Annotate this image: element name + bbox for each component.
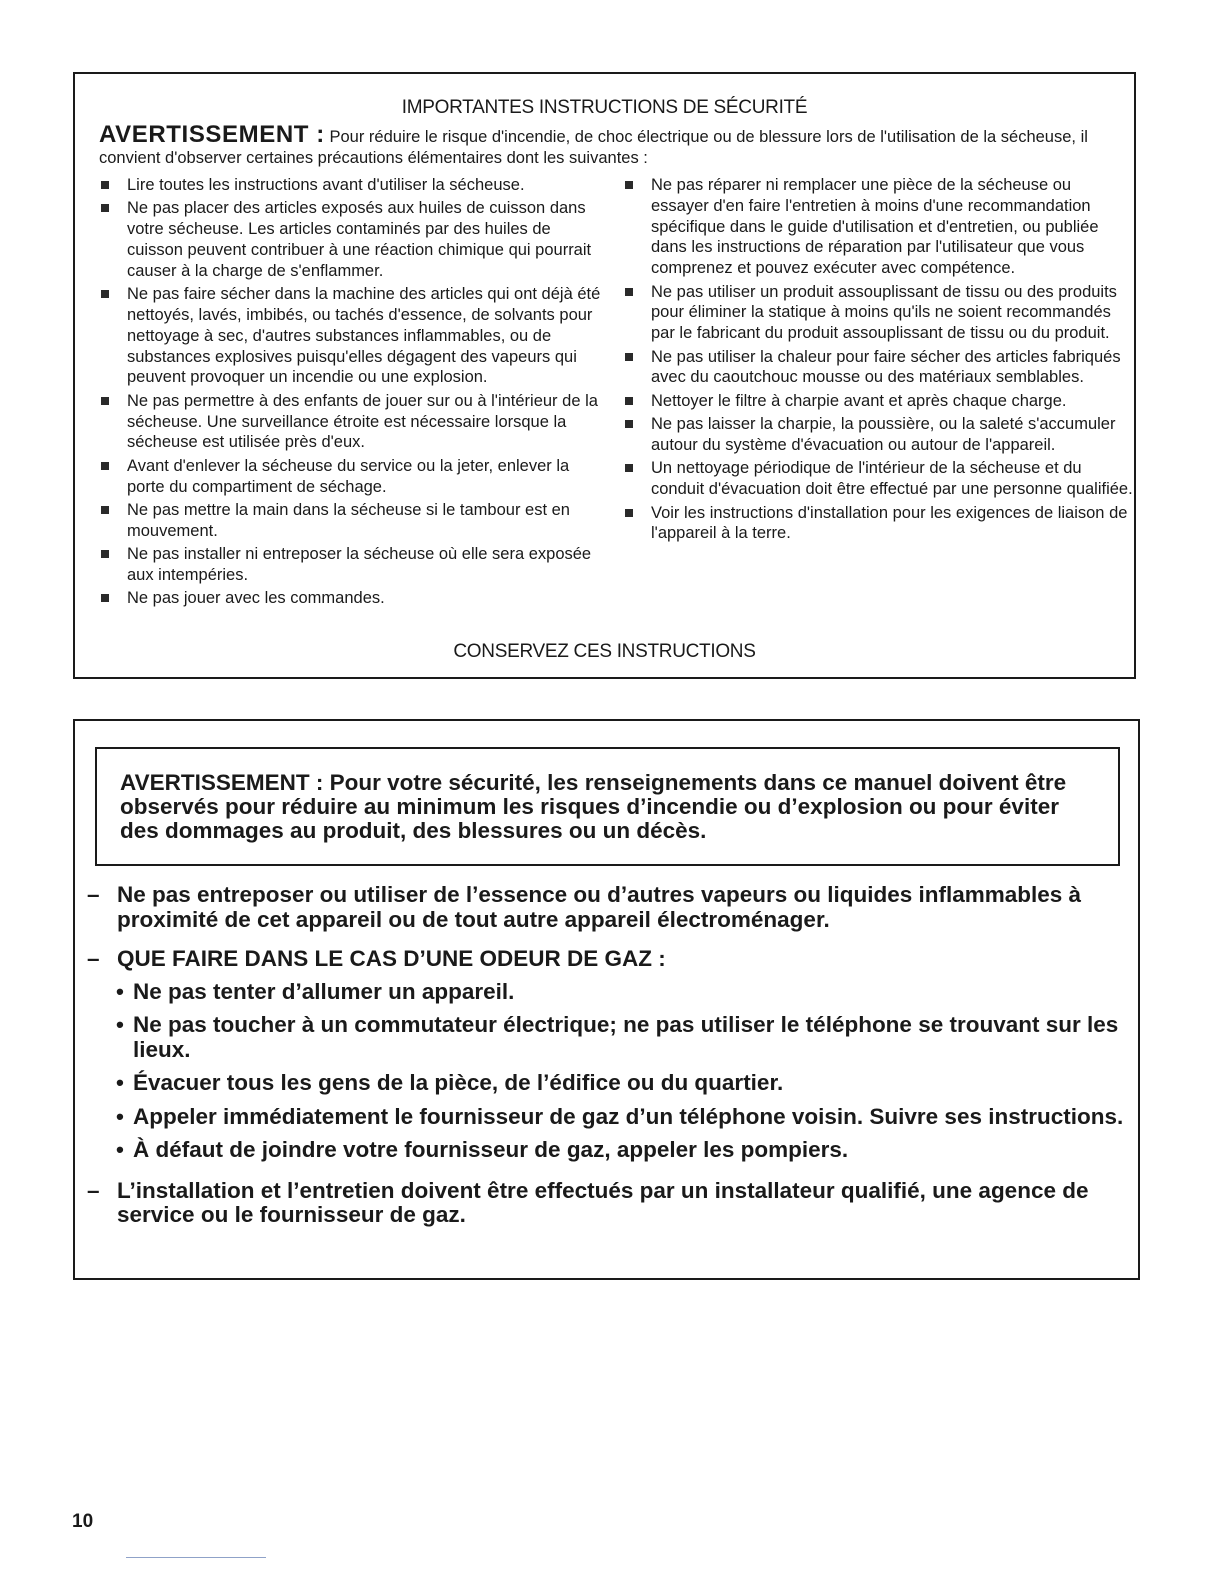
square-bullet-icon xyxy=(101,204,109,212)
bullet-icon: • xyxy=(116,1137,124,1162)
square-bullet-icon xyxy=(101,550,109,558)
list-item xyxy=(623,282,1133,344)
square-bullet-icon xyxy=(625,509,633,517)
square-bullet-icon xyxy=(101,181,109,189)
bullet-icon: • xyxy=(116,1070,124,1095)
square-bullet-icon xyxy=(101,462,109,470)
dash-icon: – xyxy=(87,1177,100,1203)
list-item xyxy=(623,347,1133,389)
square-bullet-icon xyxy=(101,397,109,405)
safety-footer: CONSERVEZ CES INSTRUCTIONS xyxy=(453,641,756,662)
list-item-text: Ne pas utiliser la chaleur pour faire sécher des articles fabriqués avec du caoutchouc mousse ou des matériaux semblables. xyxy=(651,347,1121,387)
bullet-icon: • xyxy=(116,978,124,1004)
safety-right-column xyxy=(623,175,1133,547)
bullet-icon: • xyxy=(116,1012,124,1037)
list-item-text: Lire toutes les instructions avant d'utiliser la sécheuse. xyxy=(127,176,525,194)
safety-intro-text: Pour réduire le risque d'incendie, de choc électrique ou de blessure lors de l'utilisation de la sécheuse, il convient d'observer certaines précautions élémentaires dont les suivantes : xyxy=(99,128,1088,167)
gas-warning-box xyxy=(73,719,1140,1280)
list-item xyxy=(99,198,609,281)
square-bullet-icon xyxy=(625,420,633,428)
list-item xyxy=(623,175,1133,279)
safety-intro xyxy=(99,121,1114,169)
list-item-text: Ne pas tenter d’allumer un appareil. xyxy=(133,978,515,1004)
list-item-text: Ne pas réparer ni remplacer une pièce de la sécheuse ou essayer d'en faire l'entretien à moins d'une recommandation spécifique dans le guide d'utilisation et d'entretien, ou publiée dans les instructions de réparation par l'utilisateur que vous comprenez et pouvez exécuter avec compétence. xyxy=(651,176,1099,278)
warning-label: AVERTISSEMENT : xyxy=(99,121,325,148)
square-bullet-icon xyxy=(625,397,633,405)
square-bullet-icon xyxy=(625,181,633,189)
list-item-text: Avant d'enlever la sécheuse du service ou la jeter, enlever la porte du compartiment de séchage. xyxy=(127,456,570,496)
list-item-text: Évacuer tous les gens de la pièce, de l’édifice ou du quartier. xyxy=(133,1070,784,1095)
list-item xyxy=(87,980,1124,1005)
square-bullet-icon xyxy=(625,353,633,361)
square-bullet-icon xyxy=(625,288,633,296)
list-item xyxy=(623,414,1133,456)
gas-odor-steps xyxy=(87,980,1124,1163)
list-item-text: Nettoyer le filtre à charpie avant et après chaque charge. xyxy=(651,391,1067,410)
list-item xyxy=(99,284,609,388)
safety-left-column xyxy=(99,175,609,612)
list-item-text: Ne pas toucher à un commutateur électrique; ne pas utiliser le téléphone se trouvant sur les lieux. xyxy=(133,1012,1119,1062)
dash-icon: – xyxy=(87,882,100,907)
gas-item-text: QUE FAIRE DANS LE CAS D’UNE ODEUR DE GAZ : xyxy=(117,946,666,971)
gas-item-storage xyxy=(87,883,1124,932)
warning-callout-text: AVERTISSEMENT : Pour votre sécurité, les renseignements dans ce manuel doivent être observés pour réduire au minimum les risques d’incendie ou d’explosion ou pour éviter des dommages au produit, des blessures ou un décès. xyxy=(120,770,1067,843)
safety-title: IMPORTANTES INSTRUCTIONS DE SÉCURITÉ xyxy=(401,97,808,118)
list-item xyxy=(623,391,1133,412)
list-item xyxy=(99,175,609,196)
list-item-text: Voir les instructions d'installation pour les exigences de liaison de l'appareil à la terre. xyxy=(651,503,1128,543)
gas-item-installation xyxy=(87,1179,1124,1228)
page-number: 10 xyxy=(72,1511,94,1532)
gas-item-text: L’installation et l’entretien doivent être effectués par un installateur qualifié, une agence de service ou le fournisseur de gaz. xyxy=(117,1177,1089,1227)
list-item xyxy=(99,391,609,453)
list-item-text: Ne pas laisser la charpie, la poussière, ou la saleté s'accumuler autour du système d'évacuation ou autour de l'appareil. xyxy=(651,415,1116,454)
square-bullet-icon xyxy=(101,506,109,514)
list-item-text: Un nettoyage périodique de l'intérieur de la sécheuse et du conduit d'évacuation doit être effectué par une personne qualifiée. xyxy=(651,459,1133,499)
dash-icon: – xyxy=(87,946,100,971)
list-item-text: Ne pas faire sécher dans la machine des articles qui ont déjà été nettoyés, lavés, imbibés, ou tachés d'essence, de solvants pour nettoyage à sec, d'autres substances inflammables, ou de substances explosives puisqu'elles dégagent des vapeurs qui peuvent provoquer un incendie ou une explosion. xyxy=(127,285,601,387)
list-item-text: Ne pas permettre à des enfants de jouer sur ou à l'intérieur de la sécheuse. Une surveillance étroite est nécessaire lorsque la sécheuse est utilisée près d'eux. xyxy=(127,391,598,452)
list-item-text: Ne pas mettre la main dans la sécheuse si le tambour est en mouvement. xyxy=(127,500,570,540)
list-item xyxy=(623,458,1133,500)
list-item-text: Ne pas jouer avec les commandes. xyxy=(127,589,385,608)
list-item xyxy=(99,588,609,609)
gas-item-odor-heading xyxy=(87,947,1124,972)
list-item xyxy=(99,500,609,542)
square-bullet-icon xyxy=(101,594,109,602)
square-bullet-icon xyxy=(101,290,109,298)
list-item-text: Ne pas placer des articles exposés aux huiles de cuisson dans votre sécheuse. Les articles contaminés par des huiles de cuisson peuvent contribuer à une réaction chimique qui pourrait causer à la charge de s'enflammer. xyxy=(127,199,592,280)
gas-item-text: Ne pas entreposer ou utiliser de l’essence ou d’autres vapeurs ou liquides inflammables à proximité de cet appareil ou de tout autre appareil électroménager. xyxy=(117,882,1082,932)
list-item xyxy=(87,1071,1124,1096)
warning-callout xyxy=(95,747,1120,866)
list-item-text: Appeler immédiatement le fournisseur de gaz d’un téléphone voisin. Suivre ses instructions. xyxy=(133,1103,1124,1129)
list-item-text: Ne pas utiliser un produit assouplissant de tissu ou des produits pour éliminer la statique à moins qu'ils ne soient recommandés par le fabricant du produit assouplissant de tissu ou du produit. xyxy=(651,282,1117,343)
list-item xyxy=(99,456,609,498)
list-item-text: À défaut de joindre votre fournisseur de gaz, appeler les pompiers. xyxy=(133,1137,849,1162)
list-item xyxy=(87,1105,1124,1130)
list-item-text: Ne pas installer ni entreposer la sécheuse où elle sera exposée aux intempéries. xyxy=(127,545,592,584)
gas-instructions xyxy=(87,883,1124,1228)
list-item xyxy=(623,503,1133,545)
list-item xyxy=(87,1013,1124,1062)
list-item xyxy=(87,1138,1124,1163)
safety-instructions-box xyxy=(73,72,1136,679)
bullet-icon: • xyxy=(116,1103,124,1129)
square-bullet-icon xyxy=(625,464,633,472)
list-item xyxy=(99,544,609,586)
footer-divider xyxy=(126,1557,266,1558)
